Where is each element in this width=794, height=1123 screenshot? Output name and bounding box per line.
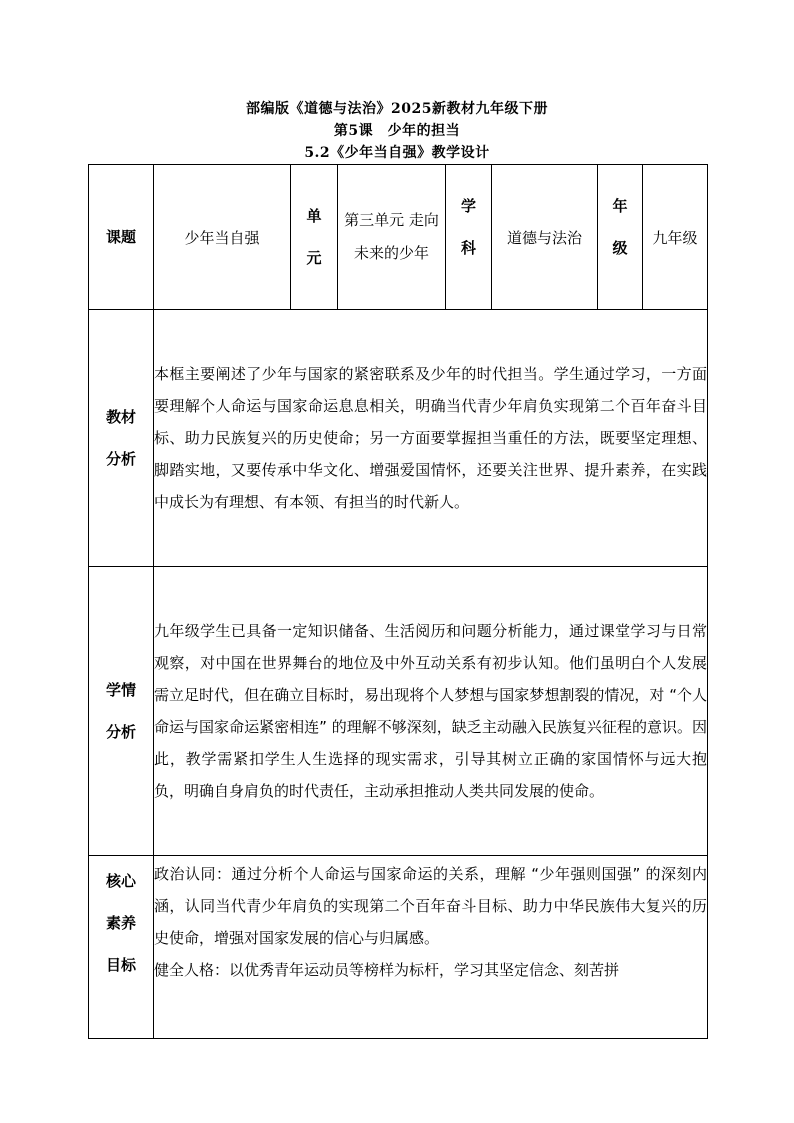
section-title: 5.2《少年当自强》教学设计 xyxy=(304,145,490,161)
unit-label-char-1: 单 xyxy=(306,207,322,225)
grade-value-cell xyxy=(643,165,708,310)
textbook-analysis-label-2: 分析 xyxy=(105,450,136,468)
lesson-title: 第5课 少年的担当 xyxy=(333,123,461,139)
subject-label-cell xyxy=(446,165,492,310)
subject-label-char-2: 科 xyxy=(460,239,476,257)
core-goals-label-3: 目标 xyxy=(105,956,136,974)
grade-label-cell xyxy=(598,165,643,310)
topic-value-cell xyxy=(154,165,291,310)
lesson-plan-table xyxy=(88,164,708,1039)
core-goals-label-cell xyxy=(89,856,154,1039)
core-goals-content xyxy=(154,856,708,1039)
subject-value: 道德与法治 xyxy=(506,228,582,247)
unit-label-cell xyxy=(291,165,338,310)
student-analysis-content xyxy=(154,567,708,856)
unit-value: 第三单元 走向未来的少年 xyxy=(344,211,439,262)
student-analysis-text: 九年级学生已具备一定知识储备、生活阅历和问题分析能力，通过课堂学习与日常观察，对中国在世界舞台的地位及中外互动关系有初步认知。他们虽明白个人发展需立足时代，但在确立目标时，易出现将个人梦想与国家梦想割裂的情况，对 “个人命运与国家命运紧密相连” 的理解不够深刻，缺乏主动融入民族复兴征程的意识。因此，教学需紧扣学生人生选择的现实需求，引导其树立正确的家国情怀与远大抱负，明确自身肩负的时代责任，主动承担推动人类共同发展的使命。 xyxy=(154,622,707,800)
grade-label-char-2: 级 xyxy=(612,239,628,257)
core-goals-label-1: 核心 xyxy=(105,872,136,890)
core-goals-political-identity: 政治认同：通过分析个人命运与国家命运的关系，理解 “少年强则国强” 的深刻内涵，认同当代青少年肩负的实现第二个百年奋斗目标、助力中华民族伟大复兴的历史使命，增强对国家发展的信心与归属感。 xyxy=(154,865,707,947)
unit-label-char-2: 元 xyxy=(306,249,322,267)
unit-value-cell xyxy=(338,165,446,310)
core-goals-label-2: 素养 xyxy=(105,914,136,932)
textbook-analysis-label-1: 教材 xyxy=(105,408,136,426)
student-analysis-label-1: 学情 xyxy=(105,681,136,699)
topic-value: 少年当自强 xyxy=(184,228,260,247)
textbook-analysis-label-cell xyxy=(89,310,154,567)
core-goals-sound-personality: 健全人格：以优秀青年运动员等榜样为标杆，学习其坚定信念、刻苦拼 xyxy=(154,961,620,979)
document-title: 部编版《道德与法治》2025新教材九年级下册 xyxy=(246,101,548,117)
grade-value: 九年级 xyxy=(652,228,698,247)
core-goals-row xyxy=(89,856,708,1039)
textbook-analysis-row xyxy=(89,310,708,567)
student-analysis-label-cell xyxy=(89,567,154,856)
student-analysis-row xyxy=(89,567,708,856)
grade-label-char-1: 年 xyxy=(612,197,628,215)
subject-value-cell xyxy=(492,165,598,310)
topic-label: 课题 xyxy=(105,228,136,246)
textbook-analysis-text: 本框主要阐述了少年与国家的紧密联系及少年的时代担当。学生通过学习，一方面要理解个人命运与国家命运息息相关，明确当代青少年肩负实现第二个百年奋斗目标、助力民族复兴的历史使命；另一方面要掌握担当重任的方法，既要坚定理想、脚踏实地，又要传承中华文化、增强爱国情怀，还要关注世界、提升素养，在实践中成长为有理想、有本领、有担当的时代新人。 xyxy=(154,365,707,511)
textbook-analysis-content xyxy=(154,310,708,567)
student-analysis-label-2: 分析 xyxy=(105,723,136,741)
info-row xyxy=(89,165,708,310)
topic-label-cell xyxy=(89,165,154,310)
subject-label-char-1: 学 xyxy=(460,197,476,215)
